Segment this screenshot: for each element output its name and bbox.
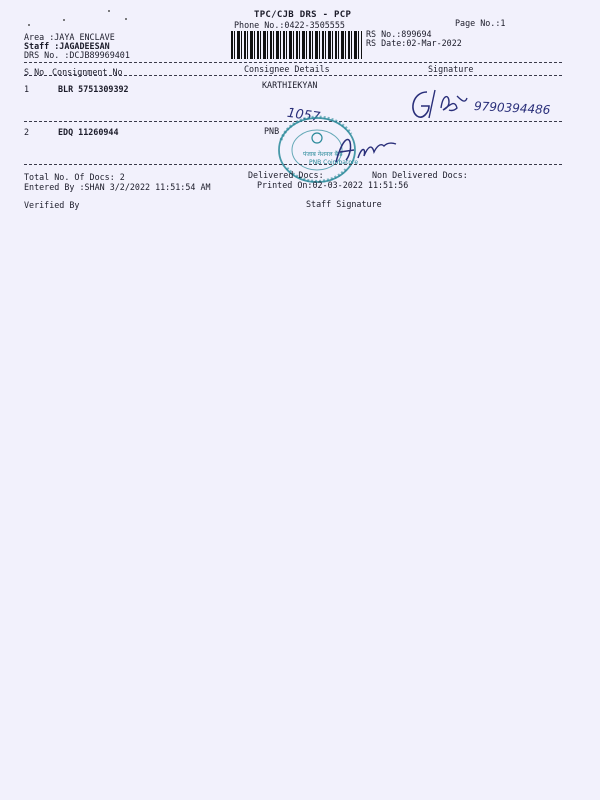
divider bbox=[24, 75, 562, 76]
rs-date: RS Date:02-Mar-2022 bbox=[366, 38, 462, 48]
stamp-text-english: PNB Coimbatore bbox=[309, 159, 359, 166]
row2-consignee: PNB bbox=[264, 126, 280, 136]
row1-sno: 1 bbox=[24, 84, 30, 94]
staff-field: Staff :JAGADEESAN bbox=[24, 41, 110, 51]
total-docs: Total No. Of Docs: 2 bbox=[24, 172, 125, 182]
divider bbox=[24, 62, 562, 63]
verified-by: Verified By bbox=[24, 200, 80, 210]
divider bbox=[24, 164, 562, 165]
col-header-consignment: Consignment No bbox=[52, 67, 123, 77]
drs-number: DRS No. :DCJB89969401 bbox=[24, 50, 130, 60]
row2-consignment: EDQ 11260944 bbox=[58, 127, 119, 137]
row2-handwritten-number: 1057 bbox=[286, 105, 321, 126]
col-header-sno: S No bbox=[24, 67, 45, 77]
col-header-consignee: Consignee Details bbox=[244, 64, 330, 74]
page-number: Page No.:1 bbox=[455, 18, 506, 28]
staff-signature: Staff Signature bbox=[306, 199, 382, 209]
row1-consignment: BLR 5751309392 bbox=[58, 84, 129, 94]
scan-speck bbox=[63, 19, 65, 21]
document-title: TPC/CJB DRS - PCP bbox=[254, 10, 352, 20]
barcode bbox=[231, 31, 362, 59]
phone-number: Phone No.:0422-3505555 bbox=[234, 20, 345, 30]
row1-phone-handwritten: 9790394486 bbox=[473, 99, 551, 117]
stamp-text-hindi: पंजाब नेशनल बैंक bbox=[303, 151, 343, 158]
col-header-signature: Signature bbox=[428, 64, 474, 74]
scan-speck bbox=[125, 18, 127, 20]
area-field: Area :JAYA ENCLAVE bbox=[24, 32, 115, 42]
scan-speck bbox=[108, 10, 110, 12]
rs-number: RS No.:899694 bbox=[366, 29, 432, 39]
scan-speck bbox=[28, 24, 30, 26]
row1-consignee: KARTHIEKYAN bbox=[262, 80, 318, 90]
entered-by: Entered By :SHAN 3/2/2022 11:51:54 AM bbox=[24, 182, 211, 192]
printed-on: Printed On:02-03-2022 11:51:56 bbox=[257, 180, 409, 190]
row2-handwritten-signature bbox=[332, 134, 402, 166]
non-delivered-docs: Non Delivered Docs: bbox=[372, 170, 468, 180]
row2-sno: 2 bbox=[24, 127, 30, 137]
delivered-docs: Delivered Docs: bbox=[248, 170, 324, 180]
